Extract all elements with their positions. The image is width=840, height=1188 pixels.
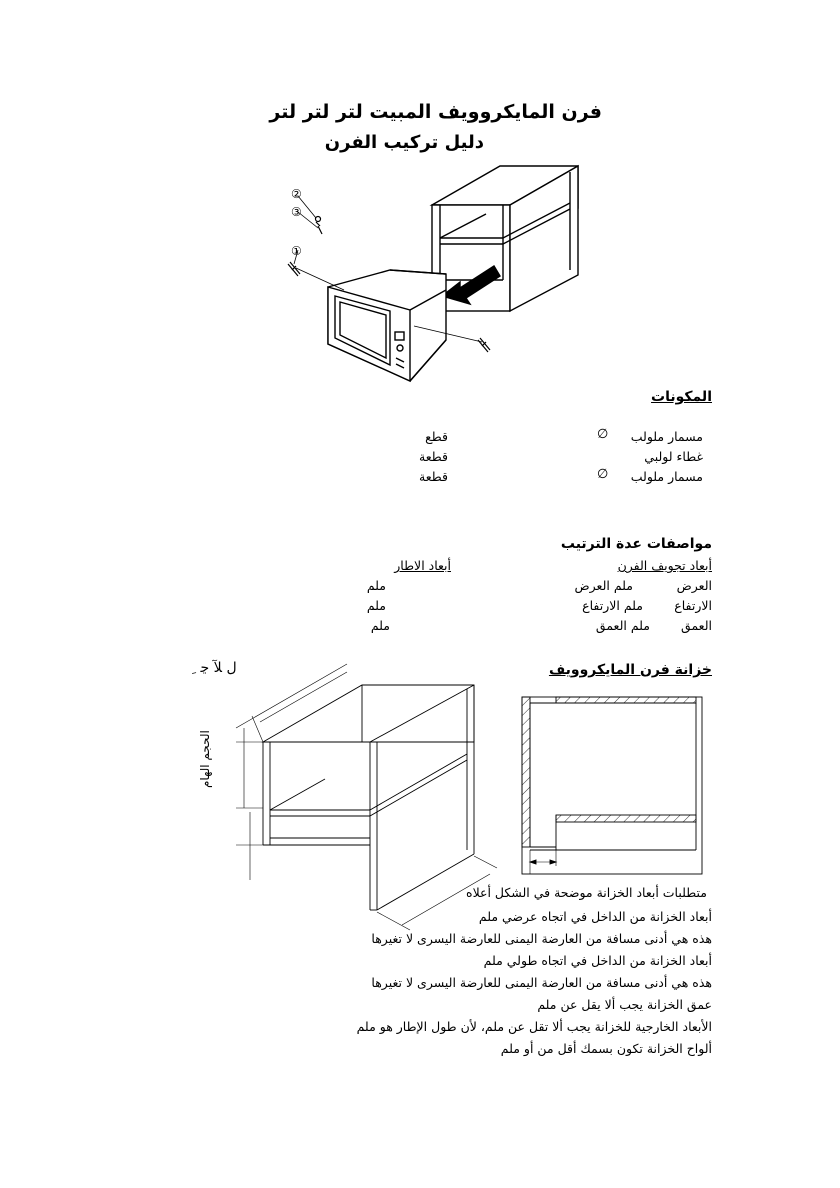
- cabinet-heading: خزانة فرن المايكروويف: [548, 662, 712, 678]
- spec-height-frame: ملم: [366, 598, 386, 613]
- cabinet-glyphs: ﻝ ﻶ ﭸ ﹺ: [192, 660, 237, 676]
- requirement-line-3: أبعاد الخزانة من الداخل في اتجاه طولي ملم: [483, 953, 712, 968]
- component-3-qty: قطعة: [419, 469, 448, 484]
- specs-heading: مواصفات عدة الترتيب: [560, 536, 712, 552]
- requirement-line-7: ألواح الخزانة تكون بسمك أقل من أو ملم: [500, 1041, 712, 1056]
- cabinet-side-label: الحجم الهام: [198, 730, 212, 788]
- spec-width-label: العرض: [676, 578, 712, 593]
- page-title: فرن المايكروويف المبيت لتر لتر لتر: [269, 101, 602, 123]
- requirement-line-1: أبعاد الخزانة من الداخل في اتجاه عرضي ملم: [478, 909, 712, 924]
- spec-depth-cavity: ملم العمق: [595, 618, 650, 633]
- requirement-line-5: عمق الخزانة يجب ألا يقل عن ملم: [537, 997, 712, 1012]
- requirement-line-4: هذه هي أدنى مسافة من العارضة اليمنى للعارضة اليسرى لا تغيرها: [371, 975, 712, 990]
- component-2-name: غطاء لولبي: [644, 449, 703, 464]
- page-subtitle: دليل تركيب الفرن: [324, 132, 484, 153]
- specs-frame-header: أبعاد الاطار: [394, 558, 451, 573]
- spec-width-frame: ملم: [366, 578, 386, 593]
- component-3-name: مسمار ملولب: [630, 469, 703, 484]
- callout-1: ①: [291, 244, 302, 258]
- components-heading: المكونات: [651, 389, 712, 405]
- component-2-qty: قطعة: [419, 449, 448, 464]
- callout-2: ②: [291, 187, 302, 201]
- requirement-line-2: هذه هي أدنى مسافة من العارضة اليمنى للعارضة اليسرى لا تغيرها: [371, 931, 712, 946]
- spec-height-label: الارتفاع: [674, 598, 712, 613]
- component-3-symbol: ∅: [597, 467, 609, 482]
- specs-cavity-header: أبعاد تجويف الفرن: [617, 558, 712, 573]
- spec-depth-frame: ملم: [370, 618, 390, 633]
- component-1-symbol: ∅: [597, 427, 609, 442]
- callout-3: ③: [291, 205, 302, 219]
- component-1-name: مسمار ملولب: [630, 429, 703, 444]
- spec-width-cavity: ملم العرض: [574, 578, 633, 593]
- spec-depth-label: العمق: [681, 618, 712, 633]
- spec-height-cavity: ملم الارتفاع: [582, 598, 643, 613]
- requirements-intro: متطلبات أبعاد الخزانة موضحة في الشكل أعلاه: [466, 885, 707, 900]
- requirement-line-6: الأبعاد الخارجية للخزانة يجب ألا تقل عن ملم، لأن طول الإطار هو ملم: [356, 1019, 712, 1034]
- component-1-qty: قطع: [425, 429, 448, 444]
